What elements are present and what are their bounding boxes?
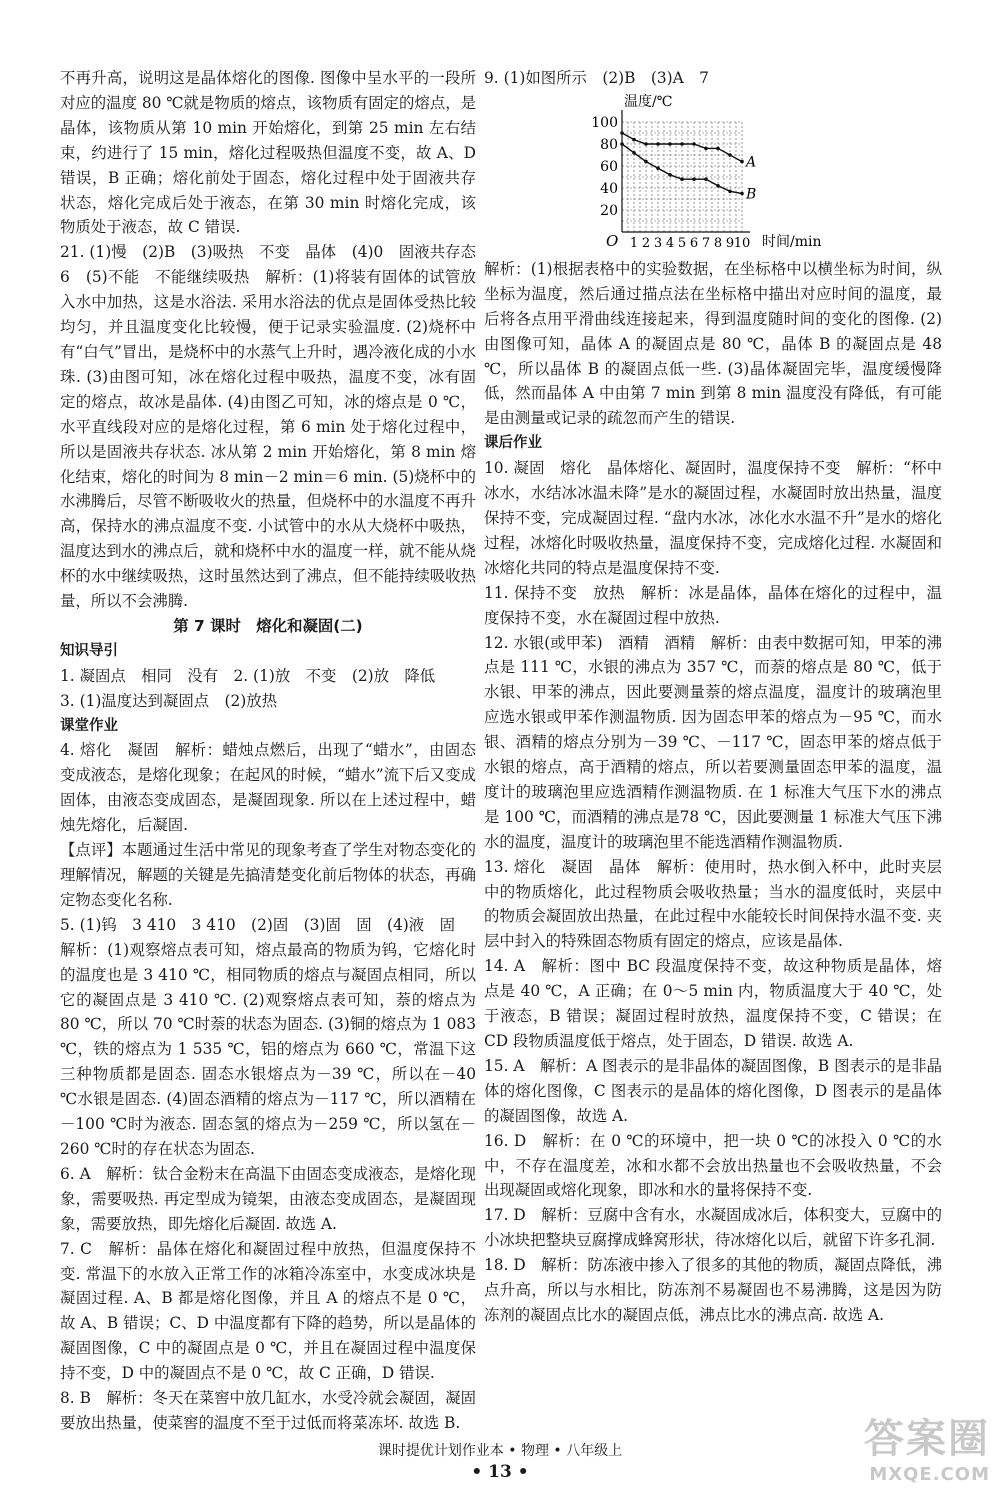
data-point-b [680, 177, 684, 181]
data-point-b [716, 184, 720, 188]
answer-16: 16. D 解析：在 0 ℃的环境中，把一块 0 ℃的冰投入 0 ℃的水中，不存在温度差，冰和水都不会放出热量也不会吸收热量，不会出现凝固或熔化现象，即冰和水的量将保持不变. [484, 1131, 942, 1200]
data-point-b [740, 192, 744, 196]
chapter-title: 第 7 课时 熔化和凝固(二) [173, 616, 363, 635]
data-point-a [644, 142, 648, 146]
answer-15: 15. A 解析：A 图表示的是非晶体的凝固图像，B 图表示的是非晶体的熔化图像，C 图表示的是晶体的熔化图像，D 图表示的是晶体的凝固图像，故选 A. [484, 1056, 942, 1125]
section-after-heading: 课后作业 [484, 435, 542, 452]
y-tick-label: 40 [600, 181, 618, 197]
x-tick-label: 10 [733, 236, 751, 251]
origin-label: O [606, 232, 619, 250]
answer-11: 11. 保持不变 放热 解析：冰是晶体，晶体在熔化的过程中，温度保持不变，水在凝固过程中放热. [484, 583, 942, 627]
answer-6: 6. A 解析：钛合金粉末在高温下由固态变成液态，是熔化现象，需要吸热. 再定型成为镜架，由液态变成固态，是凝固现象，需要放热，即先熔化后凝固. 故选 A. [60, 1164, 476, 1233]
temperature-time-graph [591, 92, 832, 252]
data-point-b [728, 190, 732, 194]
answer-4: 4. 熔化 凝固 解析：蜡烛点燃后，出现了“蜡水”，由固态变成液态，是熔化现象；在起风的时候，“蜡水”流下后又变成固体，由液态变成固态，是凝固现象. 所以在上述过程中，蜡烛先熔化，后凝固. [60, 741, 476, 835]
right-column [484, 66, 942, 1328]
data-point-a [668, 142, 672, 146]
graph-ticks [591, 115, 750, 251]
left-column [60, 66, 492, 1436]
data-point-b [692, 177, 696, 181]
answer-12: 12. 水银(或甲苯) 酒精 酒精 解析：由表中数据可知，甲苯的沸点是 111 ℃，水银的沸点为 357 ℃，而萘的熔点是 80 ℃，低于水银、甲苯的沸点，因此要测量萘的熔点温度，温度计的玻璃泡里应选水银或甲苯作测温物质. 因为固态甲苯的熔点为－95 ℃，而水银、酒精的熔点分别为－39 ℃、－117 ℃，固态甲苯的熔点低于水银的熔点，高于酒精的熔点，所以若要测量固态甲苯的温度，温度计的玻璃泡里应选酒精作测温物质. 在 1 标准大气压下水的沸点是 100 ℃，而酒精的沸点是78 ℃，因此要测量 1 标准大气压下沸水的温度，温度计的玻璃泡里不能选酒精作测温物质. [484, 633, 942, 851]
data-point-b [668, 173, 672, 177]
answer-10: 10. 凝固 熔化 晶体熔化、凝固时，温度保持不变 解析：“杯中冰水，水结冰冰温未降”是水的凝固过程，水凝固时放出热量，温度保持不变，完成凝固过程. “盘内水冰，冰化水水温不升”是水的熔化过程，冰熔化时吸收热量，温度保持不变，完成熔化过程. 水凝固和冰熔化共同的特点是温度保持不变. [484, 459, 942, 577]
answer-13: 13. 熔化 凝固 晶体 解析：使用时，热水倒入杯中，此时夹层中的物质熔化，此过程物质会吸收热量；当水的温度低时，夹层中的物质会凝固放出热量，在此过程中水能较长时间保持水温不变. 夹层中封入的特殊固态物质有固定的熔点，应该是晶体. [484, 857, 942, 951]
answer-9: 9. (1)如图所示 (2)B (3)A 7 [484, 69, 709, 87]
graph-grid [622, 122, 742, 232]
y-tick-label: 80 [600, 137, 618, 153]
x-tick-label: 3 [653, 236, 663, 251]
data-point-b [656, 166, 660, 170]
x-axis-label: 时间/min [762, 234, 822, 250]
data-point-b [620, 142, 624, 146]
watermark-text: 答案圈 [864, 1416, 990, 1462]
data-point-b [632, 151, 636, 155]
guide-line-1: 1. 凝固点 相同 没有 2. (1)放 不变 (2)放 降低 [60, 666, 436, 685]
data-point-a [728, 153, 732, 157]
data-point-a [620, 131, 624, 135]
answer-20-continuation: 不再升高，说明这是晶体熔化的图像. 图像中呈水平的一段所对应的温度 80 ℃就是物质的熔点，该物质有固定的熔点，是晶体，该物质从第 10 min 开始熔化，到第 25 min 左右结束，约进行了 15 min，熔化过程吸热但温度不变，故 A、D 错误，B 正确；熔化前处于固态，熔化过程中处于固液共存状态，熔化完成后处于液态，在第 30 min 时熔化完成，该物质处于液态，故 C 错误. [60, 69, 476, 237]
section-guide-heading: 知识导引 [60, 642, 118, 659]
answer-14: 14. A 解析：图中 BC 段温度保持不变，故这种物质是晶体，熔点是 40 ℃，A 正确；在 0～5 min 内，物质温度大于 40 ℃，处于液态，B 错误；凝固过程时放热，温度保持不变，C 错误；在 CD 段物质温度低于熔点，处于固态，D 错误. 故选 A. [484, 957, 942, 1050]
answer-21: 21. (1)慢 (2)B (3)吸热 不变 晶体 (4)0 固液共存态 6 (5)不能 不能继续吸热 解析：(1)将装有固体的试管放入水中加热，这是水浴法. 采用水浴法的优点是固体受热比较均匀，并且温度变化比较慢，便于记录实验温度. (2)烧杯中有“白气”冒出，是烧杯中的水蒸气上升时，遇冷液化成的小水珠. (3)由图可知，冰在熔化过程中吸热，温度不变，冰有固定的熔点，故冰是晶体. (4)由图乙可知，冰的熔点是 0 ℃，水平直线段对应的是熔化过程，第 6 min 处于熔化过程中，所以是固液共存状态. 冰从第 2 min 开始熔化，第 8 min 熔化结束，熔化的时间为 8 min－2 min＝6 min. (5)烧杯中的水沸腾后，尽管不断吸收火的热量，但烧杯中的水温度不再升高，保持水的沸点温度不变. 小试管中的水从大烧杯中吸热，温度达到水的沸点后，就和烧杯中水的温度一样，就不能从烧杯的水中继续吸热，这时虽然达到了沸点，但不能持续吸收热量，所以不会沸腾. [60, 243, 492, 611]
answer-5-analysis: 解析：(1)观察熔点表可知，熔点最高的物质为钨，它熔化时的温度也是 3 410 ℃，相同物质的熔点与凝固点相同，所以它的凝固点是 3 410 ℃. (2)观察熔点表可知，萘的熔点为 80 ℃，所以 70 ℃时萘的状态为固态. (3)铜的熔点为 1 083 ℃，铁的熔点为 1 535 ℃，铝的熔点为 660 ℃，常温下这三种物质都是固态. 固态水银熔点为－39 ℃，所以在－40 ℃水银是固态. (4)固态酒精的熔点为－117 ℃，所以酒精在－100 ℃时为液态. 固态氢的熔点为－259 ℃，所以氢在－260 ℃时的存在状态为固态. [60, 940, 476, 1158]
data-point-a [632, 138, 636, 142]
y-tick-label: 60 [600, 159, 618, 175]
series-b-label: B [746, 186, 757, 203]
page-number: • 13 • [471, 1462, 529, 1482]
data-point-a [716, 147, 720, 151]
watermark-logo [864, 1407, 990, 1485]
watermark-url: MXQE.COM [869, 1464, 990, 1485]
data-point-a [740, 160, 744, 164]
data-point-a [704, 147, 708, 151]
x-tick-label: 5 [677, 236, 687, 251]
footer-book-title: 课时提优计划作业本 • 物理 • 八年级上 [377, 1443, 623, 1459]
series-a-label: A [746, 154, 757, 171]
y-tick-label: 20 [600, 203, 618, 219]
answer-7: 7. C 解析：晶体在熔化和凝固过程中放热，但温度保持不变. 常温下的水放入正常工作的冰箱冷冻室中，水变成冰块是凝固过程. A、B 都是熔化图像，并且 A 的熔点不是 0 ℃，故 A、B 错误；C、D 中温度都有下降的趋势，所以是晶体的凝固图像，C 中的凝固点是 0 ℃，并且在凝固过程中温度保持不变，D 中的凝固点不是 0 ℃，故 C 正确，D 错误. [60, 1239, 476, 1383]
answer-9-analysis: 解析：(1)根据表格中的实验数据，在坐标格中以横坐标为时间，纵坐标为温度，然后通过描点法在坐标格中描出对应时间的温度，最后将各点用平滑曲线连接起来，得到温度随时间的变化的图像. (2)由图像可知，晶体 A 的凝固点是 80 ℃，晶体 B 的凝固点是 48 ℃，所以晶体 B 的凝固点低一些. (3)晶体凝固完毕，温度缓慢降低，然而晶体 A 中由第 7 min 到第 8 min 温度没有降低，有可能是由测量或记录的疏忽而产生的错误. [484, 259, 942, 428]
x-tick-label: 6 [689, 236, 699, 251]
comment-note: 【点评】本题通过生活中常见的现象考查了学生对物态变化的理解情况，解题的关键是先搞清楚变化前后物体的状态，再确定物态变化名称. [60, 841, 476, 909]
x-tick-label: 8 [713, 236, 723, 251]
data-point-a [692, 142, 696, 146]
section-class-heading: 课堂作业 [60, 717, 118, 734]
data-point-a [656, 142, 660, 146]
x-tick-label: 2 [641, 236, 651, 251]
data-point-a [680, 142, 684, 146]
y-tick-label: 100 [591, 115, 618, 131]
y-axis-label: 温度/℃ [624, 94, 673, 110]
x-tick-label: 9 [725, 236, 735, 251]
guide-line-2: 3. (1)温度达到凝固点 (2)放热 [60, 691, 278, 710]
graph-axes [622, 110, 750, 232]
answer-18: 18. D 解析：防冻液中掺入了很多的其他的物质，凝固点降低，沸点升高，所以与水相比，防冻剂不易凝固也不易沸腾，这是因为防冻剂的凝固点比水的凝固点低，沸点比水的沸点高. 故选 A. [484, 1256, 942, 1324]
x-tick-label: 7 [701, 236, 711, 251]
answer-17: 17. D 解析：豆腐中含有水，水凝固成冰后，体积变大，豆腐中的小冰块把整块豆腐撑成蜂窝形状，待冰熔化以后，就留下许多孔洞. [484, 1206, 942, 1250]
x-tick-label: 4 [665, 236, 675, 251]
x-tick-label: 1 [629, 236, 639, 251]
data-point-b [704, 177, 708, 181]
answer-5: 5. (1)钨 3 410 3 410 (2)固 (3)固 固 (4)液 固 [60, 915, 455, 934]
answer-8: 8. B 解析：冬天在菜窖中放几缸水，水受冷就会凝固，凝固要放出热量，使菜窖的温度不至于过低而将菜冻坏. 故选 B. [60, 1389, 476, 1432]
data-point-b [644, 160, 648, 164]
